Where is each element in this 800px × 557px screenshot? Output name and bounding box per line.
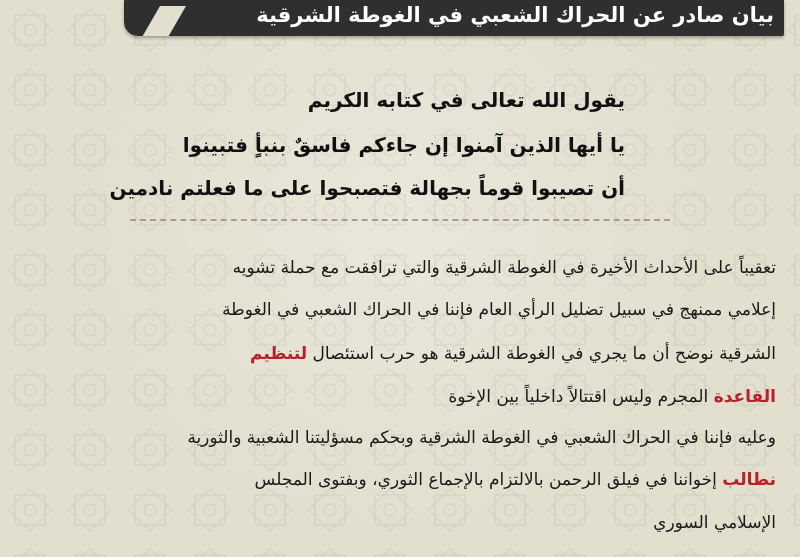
statement-line-3 xyxy=(16,344,776,364)
statement-line-6-text: إخواننا في فيلق الرحمن بالالتزام بالإجماع الثوري، وبفتوى المجلس xyxy=(254,470,723,490)
statement-line-4 xyxy=(16,387,776,407)
statement-line-4-text: المجرم وليس اقتتالاً داخلياً بين الإخوة xyxy=(448,387,714,407)
header-title: بيان صادر عن الحراك الشعبي في الغوطة الشرقية xyxy=(256,3,774,27)
statement-line-3-text: الشرقية نوضح أن ما يجري في الغوطة الشرقية هو حرب استئصال xyxy=(307,344,776,364)
accent-word-alqaeda: القاعدة xyxy=(713,387,776,407)
statement-line-1: تعقيباً على الأحداث الأخيرة في الغوطة الشرقية والتي ترافقت مع حملة تشويه xyxy=(232,258,776,278)
dashed-divider xyxy=(130,219,670,221)
statement-line-7: الإسلامي السوري xyxy=(653,513,776,533)
accent-word-demand: نطالب xyxy=(722,470,776,490)
statement-line-2: إعلامي ممنهج في سبيل تضليل الرأي العام فإننا في الحراك الشعبي في الغوطة xyxy=(222,300,776,320)
verse-intro: يقول الله تعالى في كتابه الكريم xyxy=(307,88,625,112)
statement-line-5: وعليه فإننا في الحراك الشعبي في الغوطة الشرقية وبحكم مسؤليتنا الشعبية والثورية xyxy=(187,428,776,448)
accent-word-tanzim: لتنظيم xyxy=(250,344,308,364)
statement-line-6 xyxy=(16,470,776,490)
verse-line-1: يا أيها الذين آمنوا إن جاءكم فاسقٌ بنبأٍ فتبينوا xyxy=(182,133,625,157)
verse-line-2: أن تصيبوا قوماً بجهالة فتصبحوا على ما فعلتم نادمين xyxy=(109,176,625,200)
